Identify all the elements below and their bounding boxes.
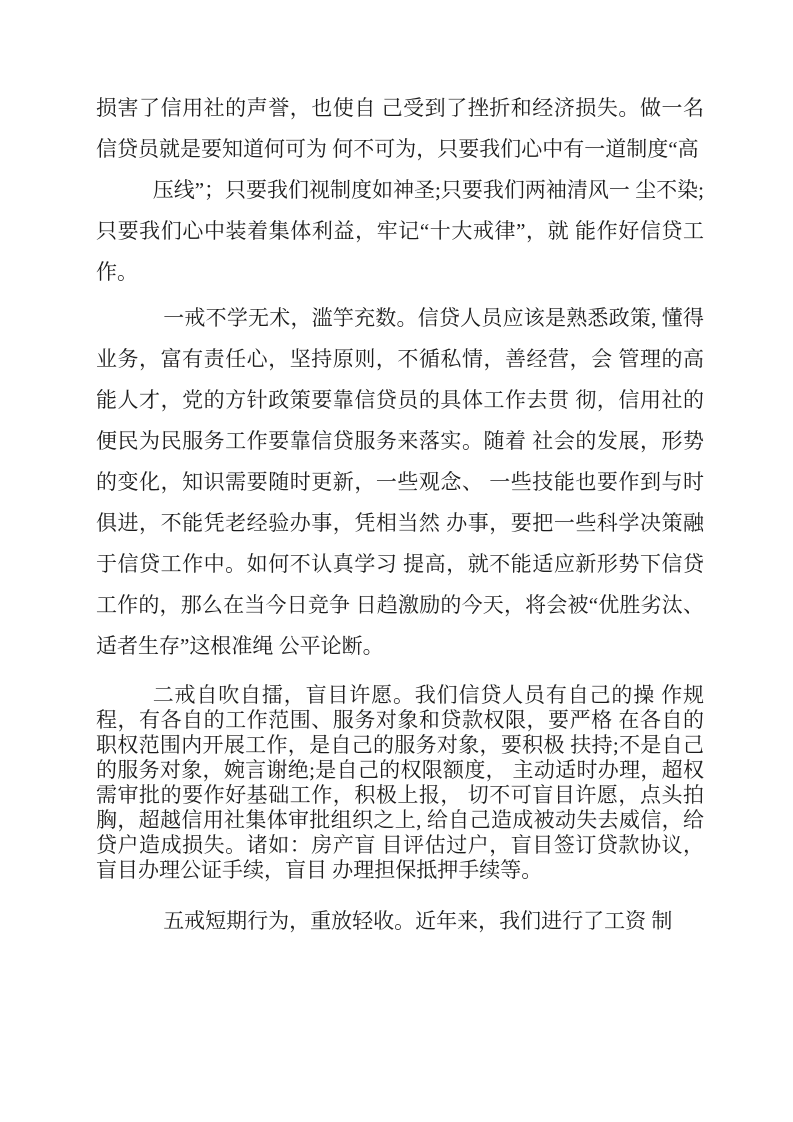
paragraph: 一戒不学无术，滥竽充数。信贷人员应该是熟悉政策, 懂得业务，富有责任心，坚持原则，不循私情，善经营，会 管理的高能人才，党的方针政策要靠信贷员的具体工作去贯 彻，信用社的便民为民服务工作要靠信贷服务来落实。随着 社会的发展，形势的变化，知识需要随时更新，一些观念、 一些技能也要作到与时俱进，不能凭老经验办事，凭相当然 办事，要把一些科学决策融于信贷工作中。如何不认真学习 提高，就不能适应新形势下信贷工作的，那么在当今日竞争 日趋激励的今天，将会被“优胜劣汰、适者生存”这根准绳 公平论断。: [96, 306, 704, 658]
paragraph: 压线”；只要我们视制度如神圣;只要我们两袖清风一 尘不染;只要我们心中装着集体利益，牢记“十大戒律”，就 能作好信贷工作。: [96, 178, 704, 284]
paragraph: 五戒短期行为，重放轻收。近年来，我们进行了工资 制: [163, 909, 673, 933]
paragraph: 损害了信用社的声誉，也使自 己受到了挫折和经济损失。做一名信贷员就是要知道何可为 何不可为，只要我们心中有一道制度“高: [96, 96, 704, 161]
document-body: [96, 0, 704, 942]
paragraph: 二戒自吹自擂，盲目许愿。我们信贷人员有自己的操 作规程，有各自的工作范围、服务对象和贷款权限，要严格 在各自的职权范围内开展工作，是自己的服务对象，要积极 扶持;不是自己的服务对象，婉言谢绝;是自己的权限额度， 主动适时办理，超权需审批的要作好基础工作，积极上报， 切不可盲目许愿，点头拍胸，超越信用社集体审批组织之上, 给自己造成被动失去威信，给贷户造成损失。诸如：房产盲 目评估过户，盲目签订贷款协议，盲目办理公证手续，盲目 办理担保抵押手续等。: [96, 683, 704, 882]
